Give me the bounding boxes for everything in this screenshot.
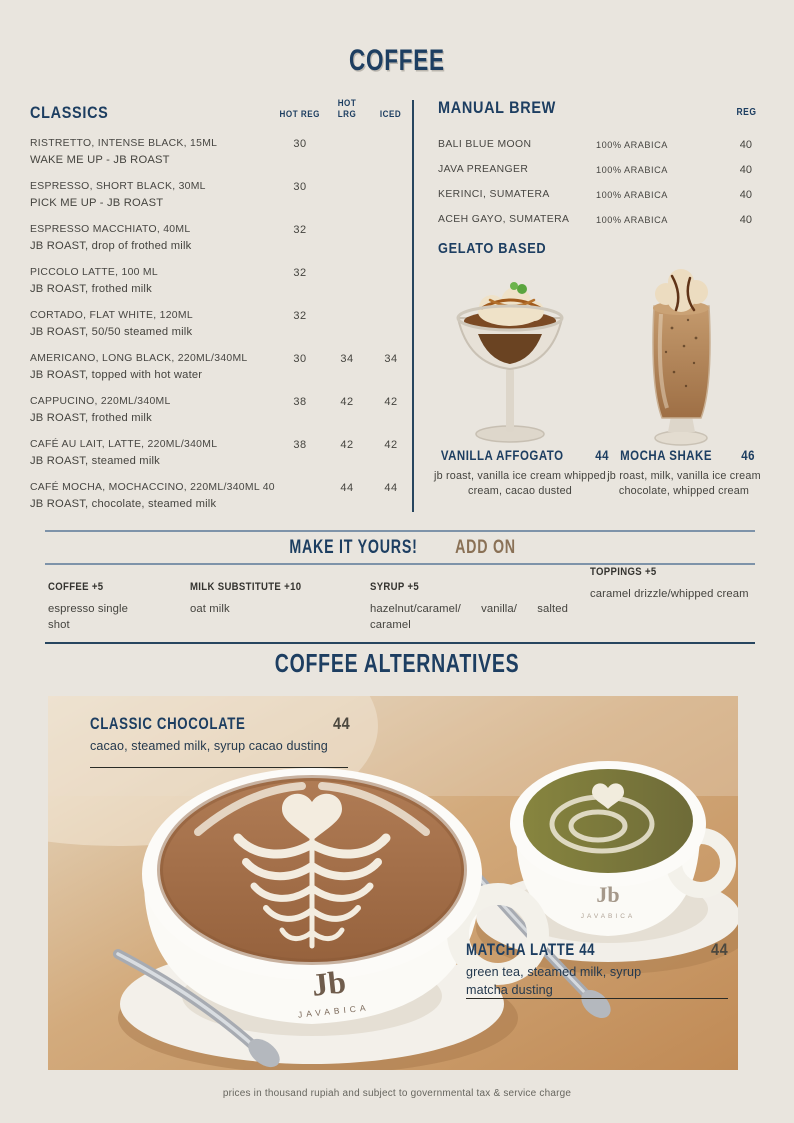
- price-iced: 44: [384, 482, 398, 494]
- addon-group-coffee: [48, 581, 148, 633]
- menu-item: [30, 221, 412, 255]
- brew-name: KERINCI, SUMATERA: [438, 189, 550, 200]
- item-desc: JB ROAST, chocolate, steamed milk: [30, 498, 217, 510]
- price-hot-lrg: 44: [340, 482, 354, 494]
- page-title: [0, 44, 794, 78]
- alt-item-classic-chocolate: [90, 714, 350, 768]
- price-iced: 42: [384, 439, 398, 451]
- price-iced: [370, 307, 412, 308]
- alt-item-price: 44: [332, 714, 350, 733]
- brew-price: 40: [739, 163, 752, 176]
- classics-section: [30, 98, 412, 522]
- price-hot-reg: 32: [293, 224, 307, 236]
- alt-item-desc: green tea, steamed milk, syrup matcha dusting: [466, 965, 642, 997]
- price-hot-reg: 32: [293, 267, 307, 279]
- price-iced: [370, 178, 412, 179]
- item-name: CAPPUCINO, 220ML/340ML: [30, 396, 171, 407]
- price-hot-lrg: [324, 221, 370, 222]
- column-header-hot-reg: HOT REG: [279, 109, 321, 120]
- divider-bottom: [45, 642, 755, 644]
- item-desc: JB ROAST, drop of frothed milk: [30, 240, 192, 252]
- brew-item: [438, 157, 756, 182]
- brew-detail: 100% ARABICA: [596, 164, 668, 175]
- alt-item-desc: cacao, steamed milk, syrup cacao dusting: [90, 739, 328, 753]
- brew-detail: 100% ARABICA: [596, 214, 668, 225]
- price-hot-lrg: [324, 178, 370, 179]
- column-divider: [412, 100, 414, 512]
- cup-logo: Jb: [596, 882, 620, 907]
- classics-header-row: [30, 98, 412, 123]
- item-name: RISTRETTO, INTENSE BLACK, 15ML: [30, 138, 218, 149]
- addon-group-syrup: [370, 581, 568, 633]
- price-hot-reg: 30: [293, 181, 307, 193]
- underline: [90, 767, 348, 768]
- price-hot-lrg: [324, 264, 370, 265]
- alternatives-heading: COFFEE ALTERNATIVES: [274, 648, 520, 678]
- price-hot-lrg: 42: [340, 439, 354, 451]
- item-desc: JB ROAST, steamed milk: [30, 455, 160, 467]
- menu-item: [30, 479, 412, 513]
- price-hot-lrg: [324, 135, 370, 136]
- addon-group-milk: [190, 581, 350, 617]
- gelato-item-desc: jb roast, milk, vanilla ice cream chocolate, whipped cream: [607, 470, 761, 497]
- price-hot-reg: [276, 479, 324, 480]
- item-name: AMERICANO, LONG BLACK, 220ML/340ML: [30, 353, 248, 364]
- manual-brew-item-list: [438, 132, 756, 232]
- gelato-item-name: VANILLA AFFOGATO: [440, 448, 564, 463]
- price-hot-reg: 38: [293, 396, 307, 408]
- price-hot-reg: 30: [293, 353, 307, 365]
- item-desc: JB ROAST, frothed milk: [30, 412, 152, 424]
- brew-name: JAVA PREANGER: [438, 164, 529, 175]
- item-desc: PICK ME UP - JB ROAST: [30, 197, 164, 209]
- addon-label: MILK SUBSTITUTE +10: [190, 581, 302, 593]
- brew-price: 40: [739, 188, 752, 201]
- price-hot-lrg: 42: [340, 396, 354, 408]
- brew-item: [438, 207, 756, 232]
- column-header-reg: REG: [736, 107, 756, 118]
- addon-label: SYRUP +5: [370, 581, 420, 593]
- price-iced: 42: [384, 396, 398, 408]
- alt-item-price: 44: [710, 940, 728, 959]
- gelato-item-desc: jb roast, vanilla ice cream whipped cream, cacao dusted: [433, 470, 607, 497]
- item-desc: WAKE ME UP - JB ROAST: [30, 154, 170, 166]
- price-hot-reg: 38: [293, 439, 307, 451]
- price-iced: [370, 135, 412, 136]
- item-name: ESPRESSO MACCHIATO, 40ML: [30, 224, 191, 235]
- item-name: ESPRESSO, SHORT BLACK, 30ML: [30, 181, 206, 192]
- addon-title: [0, 536, 794, 560]
- addon-label: COFFEE +5: [48, 581, 104, 593]
- menu-item: [30, 436, 412, 470]
- gelato-name-row: [584, 448, 784, 464]
- brew-name: ACEH GAYO, SUMATERA: [438, 214, 570, 225]
- manual-brew-heading: MANUAL BREW: [438, 98, 556, 117]
- alt-item-name: CLASSIC CHOCOLATE: [90, 714, 246, 733]
- price-hot-reg: 30: [293, 138, 307, 150]
- price-hot-lrg: [324, 307, 370, 308]
- item-name: CORTADO, FLAT WHITE, 120ML: [30, 310, 193, 321]
- footer-note: prices in thousand rupiah and subject to governmental tax & service charge: [222, 1088, 572, 1099]
- item-name: PICCOLO LATTE, 100 ML: [30, 267, 158, 278]
- item-name: CAFÉ AU LAIT, LATTE, 220ML/340ML: [30, 439, 218, 450]
- brew-item: [438, 132, 756, 157]
- price-hot-lrg: 34: [340, 353, 354, 365]
- alternatives-photo: [48, 696, 738, 1070]
- addon-title-main: MAKE IT YOURS!: [289, 537, 418, 558]
- item-name: CAFÉ MOCHA, MOCHACCINO, 220ML/340ML 40: [30, 482, 275, 493]
- gelato-item-mocha-shake: [584, 448, 784, 499]
- manual-brew-header-row: [438, 98, 756, 118]
- menu-item: [30, 307, 412, 341]
- divider-mid: [45, 563, 755, 565]
- item-desc: JB ROAST, frothed milk: [30, 283, 152, 295]
- brew-detail: 100% ARABICA: [596, 189, 668, 200]
- item-desc: JB ROAST, 50/50 steamed milk: [30, 326, 193, 338]
- gelato-item-price: 44: [595, 448, 609, 463]
- divider-top: [45, 530, 755, 532]
- gelato-item-price: 46: [741, 448, 755, 463]
- column-header-iced: ICED: [380, 109, 402, 120]
- menu-item: [30, 264, 412, 298]
- price-hot-reg: 32: [293, 310, 307, 322]
- alt-item-matcha-latte: [466, 940, 728, 999]
- brew-item: [438, 182, 756, 207]
- cup-brand-text: JAVABICA: [297, 1002, 370, 1020]
- price-iced: [370, 264, 412, 265]
- addon-desc: caramel drizzle/whipped cream: [590, 588, 749, 600]
- addon-group-toppings: [590, 566, 758, 602]
- item-desc: JB ROAST, topped with hot water: [30, 369, 203, 381]
- price-iced: [370, 221, 412, 222]
- mocha-shake-photo: [624, 268, 739, 450]
- classics-item-list: [30, 135, 412, 513]
- brew-price: 40: [739, 138, 752, 151]
- gelato-item-name: MOCHA SHAKE: [620, 448, 712, 463]
- brew-price: 40: [739, 213, 752, 226]
- price-iced: 34: [384, 353, 398, 365]
- menu-item: [30, 350, 412, 384]
- addon-title-accent: ADD ON: [454, 537, 516, 558]
- brew-detail: 100% ARABICA: [596, 139, 668, 150]
- menu-item: [30, 393, 412, 427]
- addon-desc: hazelnut/caramel/ vanilla/ salted caramel: [370, 603, 568, 631]
- addon-desc: espresso single shot: [48, 603, 128, 631]
- manual-brew-section: [438, 98, 756, 232]
- cup-logo: Jb: [310, 963, 348, 1003]
- cup-brand-text: JAVABICA: [580, 913, 636, 920]
- page-title-text: COFFEE: [349, 44, 445, 77]
- classics-heading: CLASSICS: [30, 103, 109, 122]
- addon-desc: oat milk: [190, 603, 230, 615]
- vanilla-affogato-photo: [450, 278, 570, 448]
- menu-item: [30, 178, 412, 212]
- brew-name: BALI BLUE MOON: [438, 139, 532, 150]
- alt-item-name: MATCHA LATTE 44: [466, 940, 596, 959]
- column-header-hot-lrg: HOT LRG: [337, 98, 357, 120]
- addon-label: TOPPINGS +5: [590, 566, 657, 578]
- menu-item: [30, 135, 412, 169]
- gelato-heading: GELATO BASED: [438, 240, 547, 257]
